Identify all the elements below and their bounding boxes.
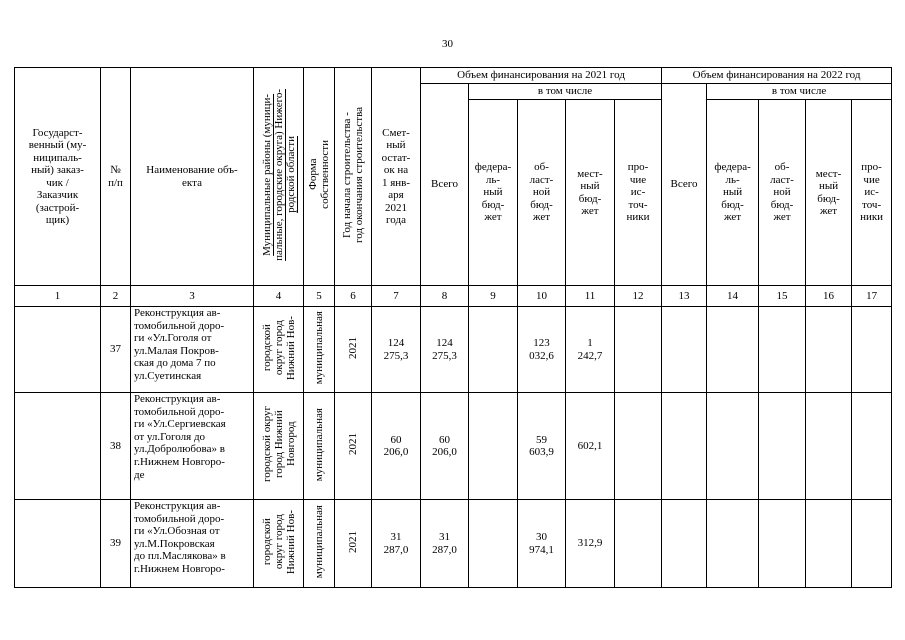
header-total-2021: Всего bbox=[421, 84, 469, 286]
column-number: 7 bbox=[372, 286, 421, 307]
local-2022-cell bbox=[806, 500, 852, 588]
row-number: 39 bbox=[101, 500, 131, 588]
regional-2021-cell: 59 603,9 bbox=[518, 393, 566, 500]
column-number: 13 bbox=[662, 286, 707, 307]
district-cell bbox=[254, 393, 304, 500]
customer-cell bbox=[15, 393, 101, 500]
object-name: Реконструкция ав- томобильной доро- ги «Ул.Обозная от ул.М.Покровская до пл.Маслякова» в г.Нижнем Новгоро- bbox=[131, 500, 254, 588]
year-cell bbox=[335, 500, 372, 588]
table-row bbox=[15, 500, 892, 588]
other-2021-cell bbox=[615, 393, 662, 500]
ownership-cell bbox=[304, 393, 335, 500]
column-number: 4 bbox=[254, 286, 304, 307]
federal-2022-cell bbox=[707, 500, 759, 588]
column-number: 16 bbox=[806, 286, 852, 307]
regional-2021-cell: 123 032,6 bbox=[518, 307, 566, 393]
header-other-2021: про- чие ис- точ- ники bbox=[615, 100, 662, 286]
customer-cell bbox=[15, 500, 101, 588]
row-number: 38 bbox=[101, 393, 131, 500]
year-text: 2021 bbox=[347, 336, 359, 359]
header-federal-2022: федера- ль- ный бюд- жет bbox=[707, 100, 759, 286]
ownership-text: муниципальная bbox=[313, 407, 325, 481]
estimate-cell: 31 287,0 bbox=[372, 500, 421, 588]
other-2022-cell bbox=[852, 500, 892, 588]
federal-2022-cell bbox=[707, 393, 759, 500]
total-2022-cell bbox=[662, 500, 707, 588]
header-local-2021: мест- ный бюд- жет bbox=[566, 100, 615, 286]
header-years bbox=[335, 68, 372, 286]
table-row bbox=[15, 307, 892, 393]
estimate-cell: 60 206,0 bbox=[372, 393, 421, 500]
header-other-2022: про- чие ис- точ- ники bbox=[852, 100, 892, 286]
header-financing-2022: Объем финансирования на 2022 год bbox=[662, 68, 892, 84]
regional-2022-cell bbox=[759, 307, 806, 393]
regional-2022-cell bbox=[759, 393, 806, 500]
header-including-2022: в том числе bbox=[707, 84, 892, 100]
header-object-name: Наименование объ- екта bbox=[131, 68, 254, 286]
local-2021-cell: 602,1 bbox=[566, 393, 615, 500]
estimate-cell: 124 275,3 bbox=[372, 307, 421, 393]
local-2021-cell: 1 242,7 bbox=[566, 307, 615, 393]
column-number: 12 bbox=[615, 286, 662, 307]
local-2022-cell bbox=[806, 307, 852, 393]
header-years-text: Год начала строительства - год окончания строительства bbox=[341, 106, 365, 243]
header-local-2022: мест- ный бюд- жет bbox=[806, 100, 852, 286]
total-2021-cell: 60 206,0 bbox=[421, 393, 469, 500]
column-number: 5 bbox=[304, 286, 335, 307]
object-name: Реконструкция ав- томобильной доро- ги «Ул.Сергиевская от ул.Гоголя до ул.Добролюбова» в г.Нижнем Новгоро- де bbox=[131, 393, 254, 500]
column-numbers-row bbox=[15, 286, 892, 307]
total-2021-cell: 124 275,3 bbox=[421, 307, 469, 393]
column-number: 14 bbox=[707, 286, 759, 307]
year-text: 2021 bbox=[347, 530, 359, 553]
header-ownership-text: Форма собственности bbox=[307, 140, 331, 210]
page-number: 30 bbox=[442, 38, 453, 50]
other-2022-cell bbox=[852, 393, 892, 500]
regional-2022-cell bbox=[759, 500, 806, 588]
header-financing-2021: Объем финансирования на 2021 год bbox=[421, 68, 662, 84]
column-number: 9 bbox=[469, 286, 518, 307]
regional-2021-cell: 30 974,1 bbox=[518, 500, 566, 588]
ownership-cell bbox=[304, 307, 335, 393]
district-cell bbox=[254, 307, 304, 393]
district-text: городской округ город Нижний Новгород bbox=[260, 406, 297, 483]
object-name: Реконструкция ав- томобильной доро- ги «Ул.Гоголя от ул.Малая Покров- ская до дома 7 по ул.Суетинская bbox=[131, 307, 254, 393]
column-number: 15 bbox=[759, 286, 806, 307]
column-number: 6 bbox=[335, 286, 372, 307]
year-cell bbox=[335, 393, 372, 500]
federal-2021-cell bbox=[469, 500, 518, 588]
federal-2021-cell bbox=[469, 307, 518, 393]
local-2021-cell: 312,9 bbox=[566, 500, 615, 588]
header-federal-2021: федера- ль- ный бюд- жет bbox=[469, 100, 518, 286]
federal-2021-cell bbox=[469, 393, 518, 500]
header-number: № п/п bbox=[101, 68, 131, 286]
row-number: 37 bbox=[101, 307, 131, 393]
header-ownership bbox=[304, 68, 335, 286]
district-text: городской округ город Нижний Нов- bbox=[260, 509, 297, 574]
other-2021-cell bbox=[615, 307, 662, 393]
column-number: 17 bbox=[852, 286, 892, 307]
district-cell bbox=[254, 500, 304, 588]
total-2022-cell bbox=[662, 393, 707, 500]
column-number: 8 bbox=[421, 286, 469, 307]
column-number: 2 bbox=[101, 286, 131, 307]
federal-2022-cell bbox=[707, 307, 759, 393]
total-2021-cell: 31 287,0 bbox=[421, 500, 469, 588]
column-number: 10 bbox=[518, 286, 566, 307]
local-2022-cell bbox=[806, 393, 852, 500]
column-number: 3 bbox=[131, 286, 254, 307]
total-2022-cell bbox=[662, 307, 707, 393]
header-including-2021: в том числе bbox=[469, 84, 662, 100]
ownership-cell bbox=[304, 500, 335, 588]
district-text: городской округ город Нижний Нов- bbox=[260, 315, 297, 380]
header-regional-2022: об- ласт- ной бюд- жет bbox=[759, 100, 806, 286]
year-text: 2021 bbox=[347, 433, 359, 456]
column-number: 11 bbox=[566, 286, 615, 307]
other-2022-cell bbox=[852, 307, 892, 393]
header-total-2022: Всего bbox=[662, 84, 707, 286]
financing-table bbox=[14, 67, 892, 588]
other-2021-cell bbox=[615, 500, 662, 588]
ownership-text: муниципальная bbox=[313, 505, 325, 579]
year-cell bbox=[335, 307, 372, 393]
header-regional-2021: об- ласт- ной бюд- жет bbox=[518, 100, 566, 286]
header-districts bbox=[254, 68, 304, 286]
customer-cell bbox=[15, 307, 101, 393]
header-estimate: Смет- ный остат- ок на 1 янв- аря 2021 года bbox=[372, 68, 421, 286]
header-customer: Государст- венный (му- ниципаль- ный) заказ- чик / Заказчик (застрой- щик) bbox=[15, 68, 101, 286]
table-row bbox=[15, 393, 892, 500]
column-number: 1 bbox=[15, 286, 101, 307]
ownership-text: муниципальная bbox=[313, 311, 325, 385]
header-districts-text: Муниципальные районы (муници- пальные, городские округа) Нижего- родской области bbox=[260, 88, 297, 261]
